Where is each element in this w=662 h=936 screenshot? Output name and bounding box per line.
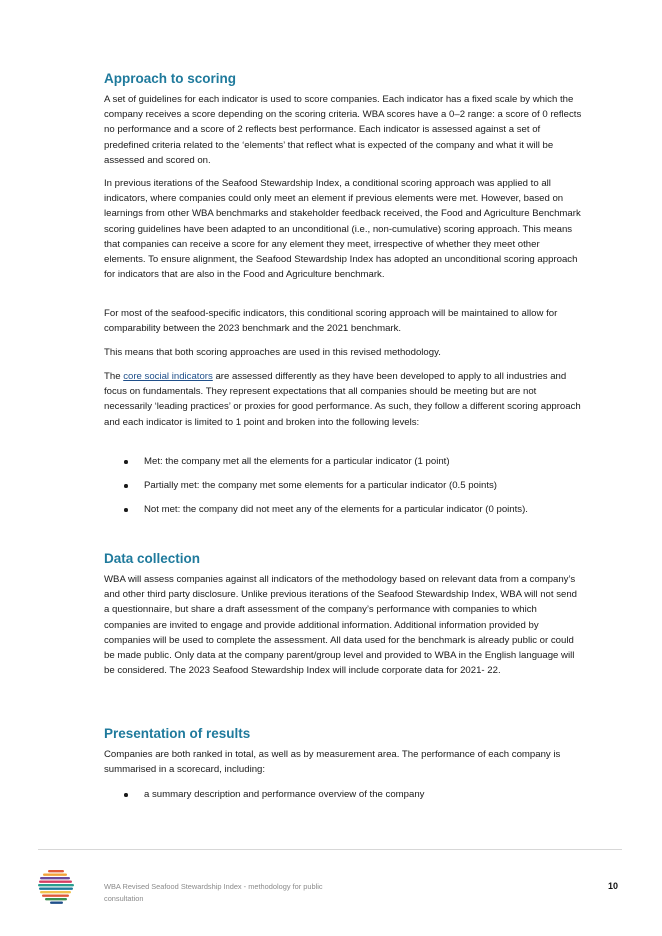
data-collection-paragraph: WBA will assess companies against all indicators of the methodology based on relevant data from a company’s and other third party disclosure. Unlike previous iterations of the Seafood Stewardship Index, WBA will not send a questionnaire, but share a draft assessment of the company’s performance with companies to which companies are invited to engage and provide additional information. Additional information provided by companies will be used to complete the assessment. All data used for the benchmark is already public or could be made public. Only data at the company parent/group level and provided to WBA in the English language will be considered. The 2023 Seafood Stewardship Index will include corporate data for 2021- 22. <box>104 574 578 677</box>
scoring-paragraph-4: This means that both scoring approaches are used in this revised methodology. <box>104 347 441 358</box>
footer-divider <box>38 849 622 850</box>
list-item: Partially met: the company met some elements for a particular indicator (0.5 points) <box>104 478 582 493</box>
scoring-levels-list <box>104 454 582 518</box>
list-item: Met: the company met all the elements for a particular indicator (1 point) <box>104 454 582 469</box>
section-heading-presentation: Presentation of results <box>104 726 251 741</box>
core-social-indicators-link[interactable]: core social indicators <box>123 371 213 382</box>
results-paragraph: Companies are both ranked in total, as well as by measurement area. The performance of each company is summarised in a scorecard, including: <box>104 749 561 776</box>
section-heading-scoring: Approach to scoring <box>104 71 237 86</box>
list-item: Not met: the company did not meet any of the elements for a particular indicator (0 points). <box>104 502 582 517</box>
results-list <box>104 787 582 802</box>
scoring-paragraph-2: In previous iterations of the Seafood Stewardship Index, a conditional scoring approach was applied to all indicators, where companies could only meet an element if previous elements were met. However, based on learnings from other WBA benchmarks and stakeholder feedback received, the Food and Agriculture Benchmark scoring guidelines have been adapted to an unconditional (i.e., non-cumulative) scoring approach. This means that companies can receive a score for any element they meet, irrespective of whether they meet other elements. To ensure alignment, the Seafood Stewardship Index has adopted an unconditional scoring approach for indicators that are also in the Food and Agriculture benchmark. <box>104 178 581 281</box>
scoring-paragraph-1: A set of guidelines for each indicator is used to score companies. Each indicator has a fixed scale by which the company receives a score depending on the scoring criteria. WBA scores have a 0–2 range: a score of 0 reflects no performance and a score of 2 reflects best performance. Each indicator is assessed against a set of predefined criteria related to the ‘elements’ that reflect what is expected of the company and what it will be assessed and scored on. <box>104 94 582 166</box>
footer-title: WBA Revised Seafood Stewardship Index - methodology for public consultation <box>104 882 323 903</box>
list-item: a summary description and performance overview of the company <box>104 787 582 802</box>
wba-logo-icon <box>38 869 76 905</box>
page-number: 10 <box>608 881 619 891</box>
section-heading-data-collection: Data collection <box>104 551 201 566</box>
scoring-paragraph-3: For most of the seafood-specific indicators, this conditional scoring approach will be maintained to allow for comparability between the 2023 benchmark and the 2021 benchmark. <box>104 308 558 335</box>
scoring-paragraph-5: The core social indicators are assessed differently as they have been developed to apply to all industries and focus on fundamentals. They represent expectations that all companies should be meeting but are not necessarily ‘leading practices’ or proxies for good performance. As such, they follow a different scoring approach and each indicator is limited to 1 point and broken into the following levels: <box>104 371 581 428</box>
